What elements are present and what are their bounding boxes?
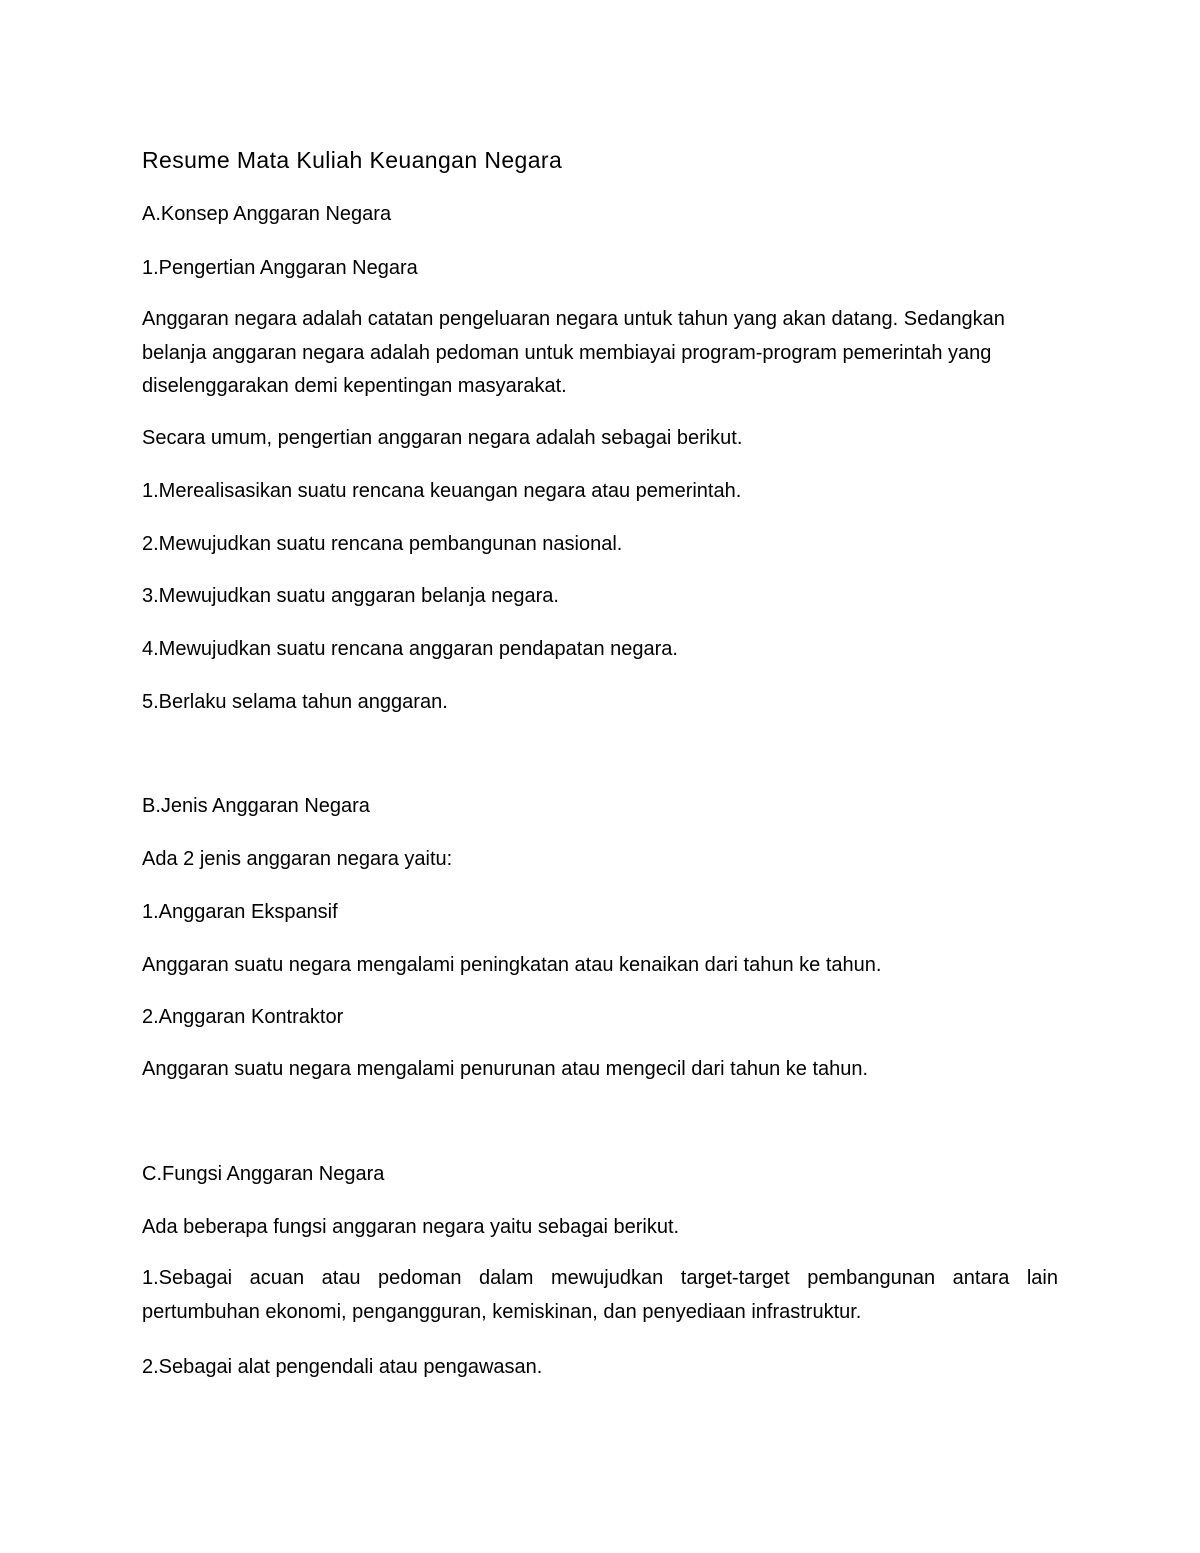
section-a-item-2: 2.Mewujudkan suatu rencana pembangunan nasional. xyxy=(142,533,623,555)
section-c-item-1: 1.Sebagai acuan atau pedoman dalam mewujudkan target-target pembangunan antara lain pertumbuhan ekonomi, pengangguran, kemiskinan, dan penyediaan infrastruktur. xyxy=(142,1267,1058,1323)
section-b-heading: B.Jenis Anggaran Negara xyxy=(142,795,370,817)
section-a-item-4: 4.Mewujudkan suatu rencana anggaran pendapatan negara. xyxy=(142,638,678,660)
section-a-item-3: 3.Mewujudkan suatu anggaran belanja negara. xyxy=(142,585,559,607)
section-b-type1-desc: Anggaran suatu negara mengalami peningkatan atau kenaikan dari tahun ke tahun. xyxy=(142,954,882,976)
document-title: Resume Mata Kuliah Keuangan Negara xyxy=(142,147,563,173)
section-a-subheading: 1.Pengertian Anggaran Negara xyxy=(142,257,418,279)
section-b-type2-desc: Anggaran suatu negara mengalami penurunan atau mengecil dari tahun ke tahun. xyxy=(142,1058,869,1080)
section-b-type2-title: 2.Anggaran Kontraktor xyxy=(142,1006,344,1028)
section-c-intro: Ada beberapa fungsi anggaran negara yaitu sebagai berikut. xyxy=(142,1216,680,1238)
section-a-heading: A.Konsep Anggaran Negara xyxy=(142,203,392,225)
section-a-intro: Secara umum, pengertian anggaran negara adalah sebagai berikut. xyxy=(142,427,743,449)
section-a-item-5: 5.Berlaku selama tahun anggaran. xyxy=(142,691,448,713)
section-a-item-1: 1.Merealisasikan suatu rencana keuangan negara atau pemerintah. xyxy=(142,480,742,502)
section-c-item-2: 2.Sebagai alat pengendali atau pengawasan. xyxy=(142,1356,543,1378)
section-b-intro: Ada 2 jenis anggaran negara yaitu: xyxy=(142,848,453,870)
section-b-type1-title: 1.Anggaran Ekspansif xyxy=(142,901,338,923)
section-c-heading: C.Fungsi Anggaran Negara xyxy=(142,1163,385,1185)
section-a-paragraph: Anggaran negara adalah catatan pengeluaran negara untuk tahun yang akan datang. Sedangkan belanja anggaran negara adalah pedoman untuk membiayai program-program pemerintah yang diselenggarakan demi kepentingan masyarakat. xyxy=(142,308,1005,397)
